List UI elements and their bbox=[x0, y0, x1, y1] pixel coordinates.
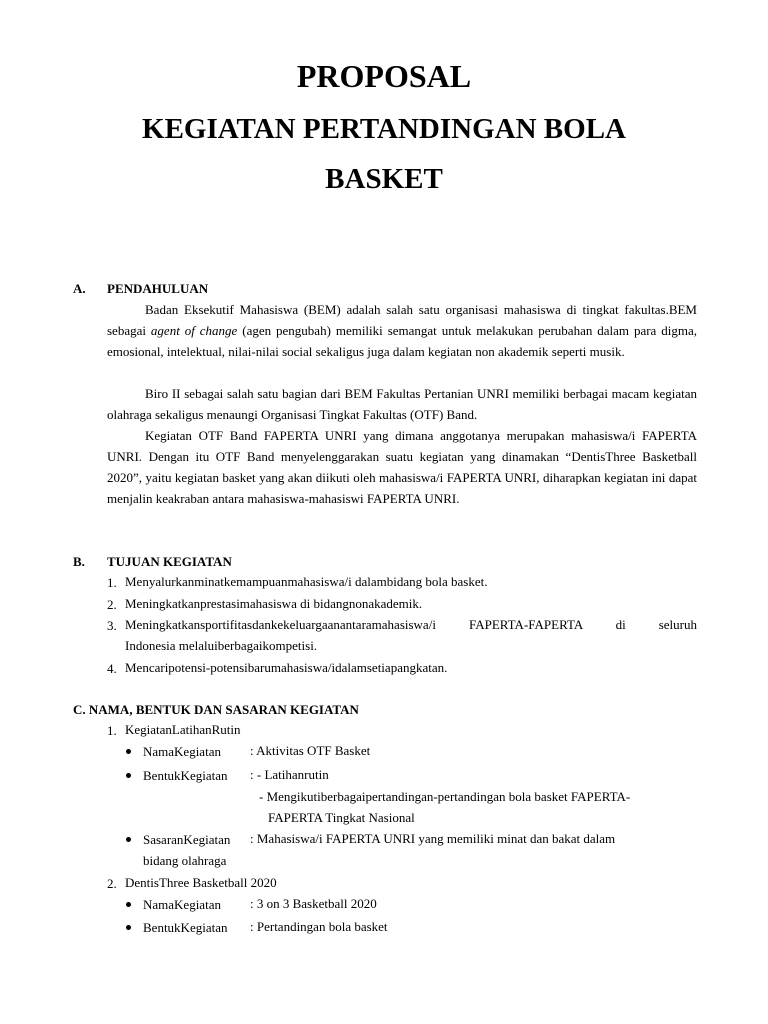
field-value-continuation: - Mengikutiberbagaipertandingan-pertandingan bola basket FAPERTA- bbox=[259, 789, 631, 804]
list-number: 2. bbox=[107, 876, 117, 891]
field-value: : Mahasiswa/i FAPERTA UNRI yang memiliki minat dan bakat dalam bbox=[250, 831, 616, 846]
bullet-icon bbox=[126, 749, 131, 754]
subsection-title: KegiatanLatihanRutin bbox=[125, 722, 241, 737]
section-b-letter: B. bbox=[73, 554, 85, 569]
subsection-title: DentisThree Basketball 2020 bbox=[125, 875, 277, 890]
field-value: : - Latihanrutin bbox=[250, 767, 329, 782]
list-number: 3. bbox=[107, 618, 117, 633]
section-a-paragraph-1: Badan Eksekutif Mahasiswa (BEM) adalah salah satu organisasi mahasiswa di tingkat fakultas.BEM sebagai agent of change (agen pengubah) memiliki semangat untuk melakukan perubahan dalam para digma, emosional, intelektual, nilai-nilai social sekaligus juga dalam kegiatan non akademik seperti musik. bbox=[107, 302, 698, 359]
list-number: 1. bbox=[107, 723, 117, 738]
field-label: SasaranKegiatan bbox=[143, 832, 231, 847]
list-item: Meningkatkanprestasimahasiswa di bidangnonakademik. bbox=[125, 596, 423, 611]
list-item-continuation: Indonesia melaluiberbagaikompetisi. bbox=[125, 638, 318, 653]
field-value: : 3 on 3 Basketball 2020 bbox=[250, 896, 377, 911]
list-item: Menyalurkanminatkemampuanmahasiswa/i dalambidang bola basket. bbox=[125, 574, 488, 589]
section-a-heading: PENDAHULUAN bbox=[107, 281, 209, 296]
section-a-paragraph-2: Biro II sebagai salah satu bagian dari BEM Fakultas Pertanian UNRI memiliki berbagai macam kegiatan olahraga sekaligus menaungi Organisasi Tingkat Fakultas (OTF) Band. bbox=[107, 386, 697, 422]
list-item: Mencaripotensi-potensibarumahasiswa/idalamsetiapangkatan. bbox=[125, 660, 448, 675]
field-value: : Pertandingan bola basket bbox=[250, 919, 388, 934]
list-number: 4. bbox=[107, 661, 117, 676]
list-number: 2. bbox=[107, 597, 117, 612]
list-number: 1. bbox=[107, 575, 117, 590]
field-value-continuation: bidang olahraga bbox=[143, 853, 227, 868]
field-label: NamaKegiatan bbox=[143, 744, 221, 759]
list-item: Meningkatkansportifitasdankekeluargaanantaramahasiswa/i FAPERTA-FAPERTA di seluruh bbox=[125, 617, 697, 632]
section-c-heading: C. NAMA, BENTUK DAN SASARAN KEGIATAN bbox=[73, 702, 359, 717]
document-subtitle-line1: KEGIATAN PERTANDINGAN BOLA bbox=[142, 113, 626, 145]
section-b-heading: TUJUAN KEGIATAN bbox=[107, 554, 232, 569]
bullet-icon bbox=[126, 837, 131, 842]
field-label: BentukKegiatan bbox=[143, 768, 228, 783]
document-subtitle-line2: BASKET bbox=[325, 163, 443, 195]
field-label: NamaKegiatan bbox=[143, 897, 221, 912]
field-label: BentukKegiatan bbox=[143, 920, 228, 935]
bullet-icon bbox=[126, 902, 131, 907]
bullet-icon bbox=[126, 925, 131, 930]
field-value: : Aktivitas OTF Basket bbox=[250, 743, 371, 758]
document-title: PROPOSAL bbox=[296, 58, 472, 94]
field-value-continuation: FAPERTA Tingkat Nasional bbox=[268, 810, 415, 825]
section-a-letter: A. bbox=[73, 281, 86, 296]
section-a-paragraph-3: Kegiatan OTF Band FAPERTA UNRI yang dimana anggotanya merupakan mahasiswa/i FAPERTA UNRI. Dengan itu OTF Band menyelenggarakan suatu kegiatan yang dinamakan “DentisThree Basketball 2020”, yaitu kegiatan basket yang akan diikuti oleh mahasiswa/i FAPERTA UNRI, diharapkan kegiatan ini dapat menjalin keakraban antara mahasiswa-mahasiswi FAPERTA UNRI. bbox=[107, 428, 697, 506]
bullet-icon bbox=[126, 773, 131, 778]
